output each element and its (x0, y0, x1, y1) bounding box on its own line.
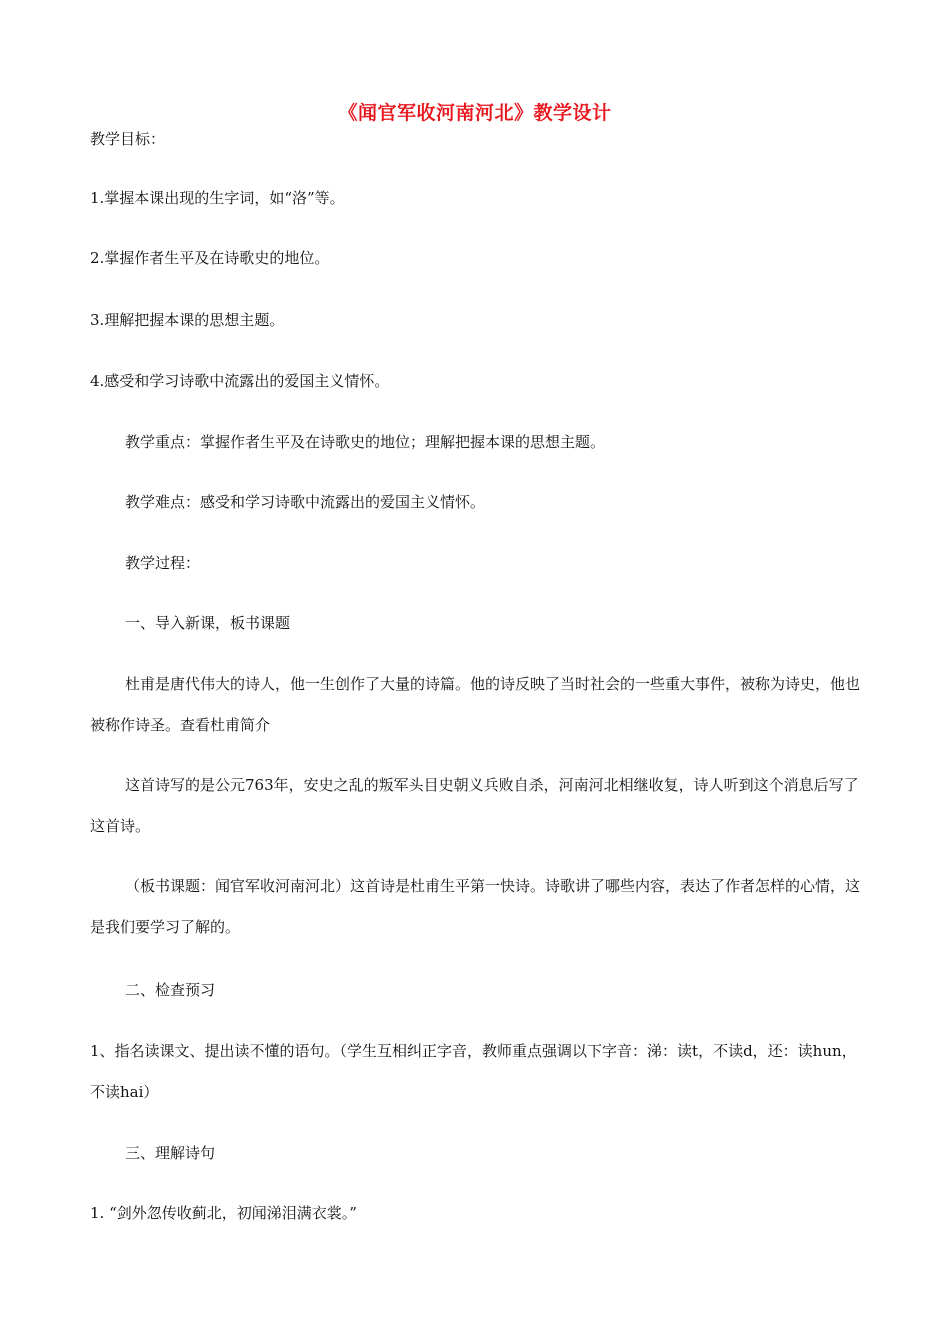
objectives-heading: 教学目标： (90, 130, 166, 148)
section-2-paragraph-1: 1、指名读课文、提出读不懂的语句。（学生互相纠正字音，教师重点强调以下字音：涕：读t，不读d，还：读hun，不读hai） (90, 1042, 857, 1101)
section-1-heading: 一、导入新课，板书课题 (125, 614, 291, 632)
section-2-heading: 二、检查预习 (125, 981, 216, 999)
section-3-paragraph-1: 1. “剑外忽传收蓟北，初闻涕泪满衣裳。” (90, 1204, 357, 1222)
process-heading: 教学过程： (125, 554, 201, 572)
objective-4: 4.感受和学习诗歌中流露出的爱国主义情怀。 (90, 372, 390, 390)
section-1-paragraph-1: 杜甫是唐代伟大的诗人，他一生创作了大量的诗篇。他的诗反映了当时社会的一些重大事件，被称为诗史，他也被称作诗圣。查看杜甫简介 (90, 675, 861, 734)
document-title: 《闻官军收河南河北》教学设计 (338, 102, 612, 124)
key-points: 教学重点：掌握作者生平及在诗歌史的地位；理解把握本课的思想主题。 (125, 433, 606, 451)
objective-3: 3.理解把握本课的思想主题。 (90, 311, 285, 329)
objective-2: 2.掌握作者生平及在诗歌史的地位。 (90, 249, 330, 267)
difficulty: 教学难点：感受和学习诗歌中流露出的爱国主义情怀。 (125, 493, 486, 511)
section-1-paragraph-2: 这首诗写的是公元763年，安史之乱的叛军头目史朝义兵败自杀，河南河北相继收复，诗人听到这个消息后写了这首诗。 (90, 776, 859, 835)
section-1-paragraph-3: （板书课题：闻官军收河南河北）这首诗是杜甫生平第一快诗。诗歌讲了哪些内容，表达了作者怎样的心情，这是我们要学习了解的。 (90, 877, 861, 936)
section-3-heading: 三、理解诗句 (125, 1144, 216, 1162)
objective-1: 1.掌握本课出现的生字词，如“洛”等。 (90, 189, 345, 207)
